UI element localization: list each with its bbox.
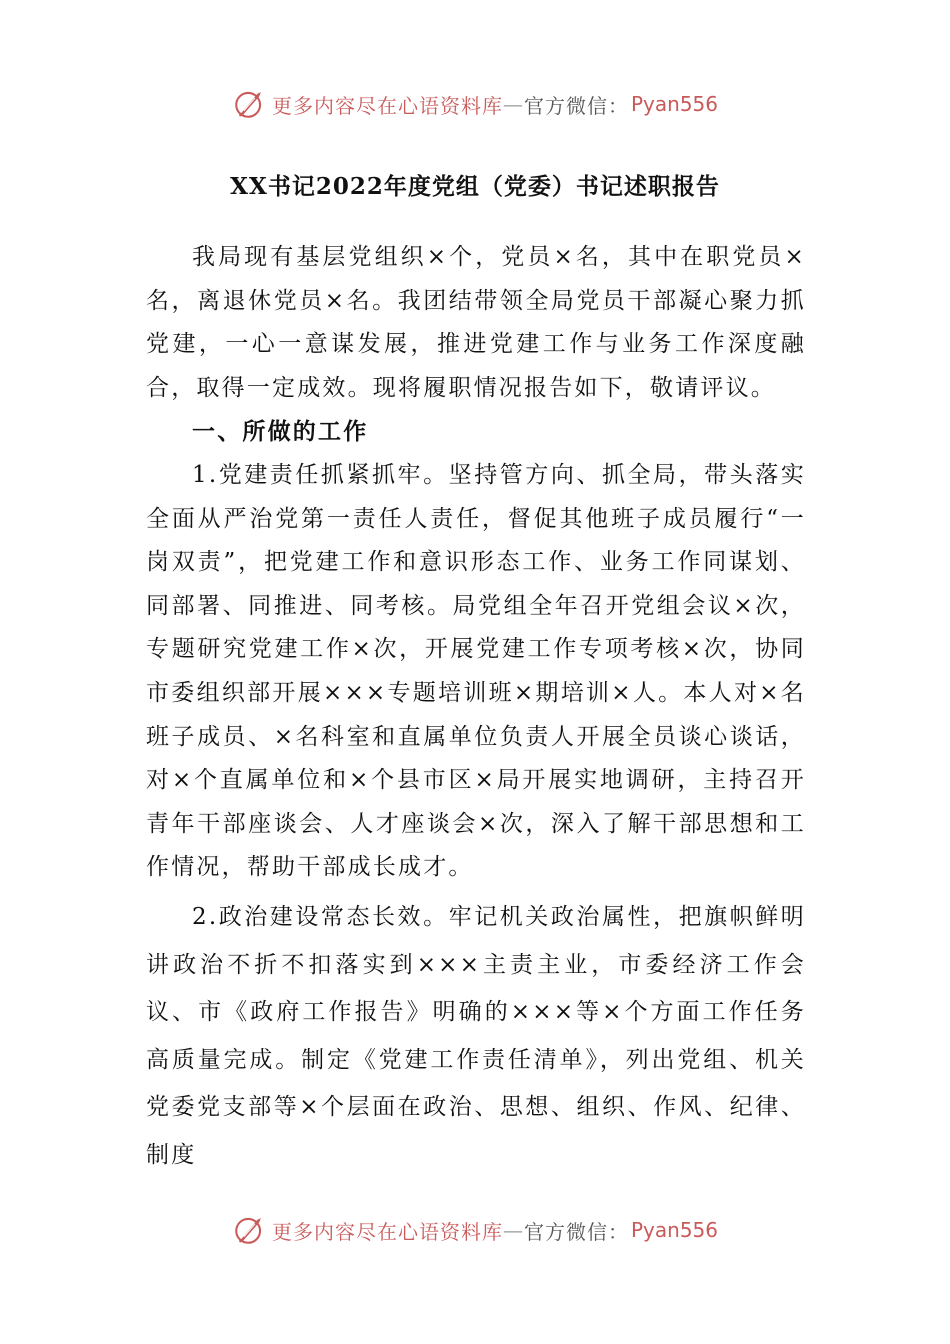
banner-dash: —: [502, 1218, 524, 1242]
banner-brand-text: 更多内容尽在心语资料库: [271, 93, 503, 118]
footer-banner: [0, 1210, 950, 1250]
intro-paragraph: 我局现有基层党组织×个，党员×名，其中在职党员×名，离退休党员×名。我团结带领全局党员干部凝心聚力抓党建，一心一意谋发展，推进党建工作与业务工作深度融合，取得一定成效。现将履职情况报告如下，敬请评议。: [146, 244, 806, 401]
banner-dash: —: [502, 92, 524, 116]
section-heading: 一、所做的工作: [192, 418, 369, 446]
header-banner: [0, 84, 950, 124]
item-2-paragraph: 2.政治建设常态长效。牢记机关政治属性，把旗帜鲜明讲政治不折不扣落实到×××主责主业，市委经济工作会议、市《政府工作报告》明确的×××等×个方面工作任务高质量完成。制定《党建工作责任清单》，列出党组、机关党委党支部等×个层面在政治、思想、组织、作风、纪律、制度: [146, 903, 806, 1168]
quill-pen-circle-icon: [232, 87, 266, 121]
item-1-paragraph: 1.党建责任抓紧抓牢。坚持管方向、抓全局，带头落实全面从严治党第一责任人责任，督促其他班子成员履行“一岗双责”，把党建工作和意识形态工作、业务工作同谋划、同部署、同推进、同考核。局党组全年召开党组会议×次，专题研究党建工作×次，开展党建工作专项考核×次，协同市委组织部开展×××专题培训班×期培训×人。本人对×名班子成员、×名科室和直属单位负责人开展全员谈心谈话，对×个直属单位和×个县市区×局开展实地调研，主持召开青年干部座谈会、人才座谈会×次，深入了解干部思想和工作情况，帮助干部成长成才。: [146, 461, 806, 881]
banner-wechat-id: Pyan556: [630, 1218, 718, 1242]
document-title: XX书记2022年度党组（党委）书记述职报告: [230, 173, 720, 200]
banner-label: 官方微信：: [523, 93, 629, 118]
banner-label: 官方微信：: [523, 1219, 629, 1244]
quill-pen-circle-icon: [232, 1213, 266, 1247]
document-body: [146, 236, 806, 1179]
banner-brand-text: 更多内容尽在心语资料库: [271, 1219, 503, 1244]
banner-wechat-id: Pyan556: [630, 92, 718, 116]
